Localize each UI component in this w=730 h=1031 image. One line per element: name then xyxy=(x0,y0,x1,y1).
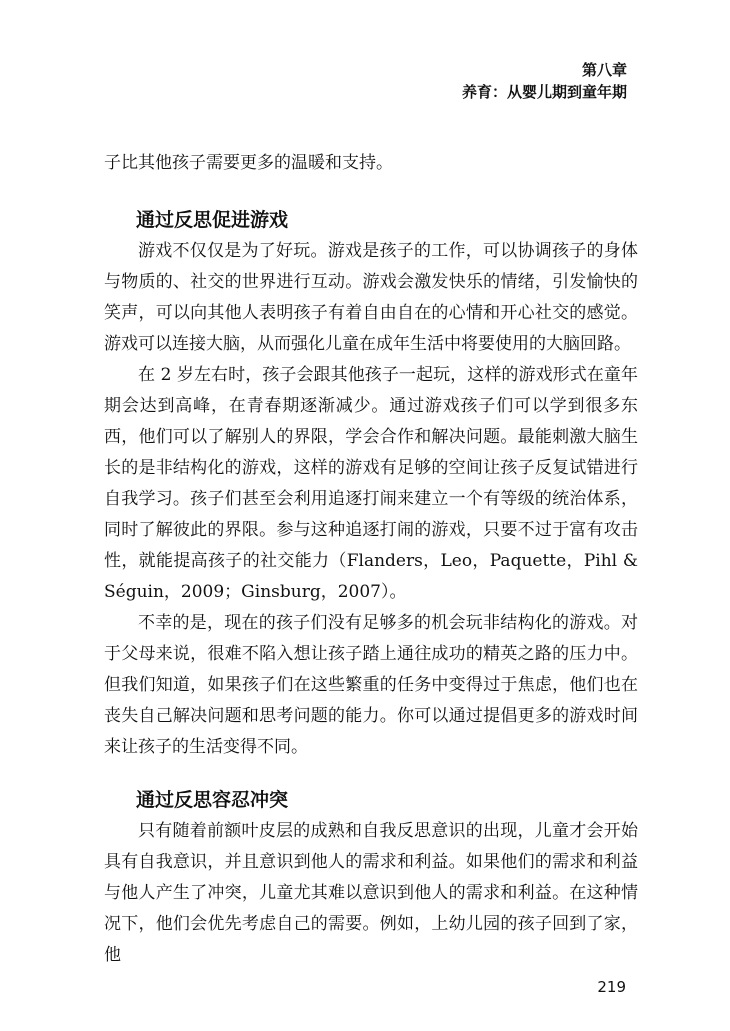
paragraph: 只有随着前额叶皮层的成熟和自我反思意识的出现，儿童才会开始具有自我意识，并且意识到他人的需求和利益。如果他们的需求和利益与他人产生了冲突，儿童尤其难以意识到他人的需求和利益。在这种情况下，他们会优先考虑自己的需要。例如，上幼儿园的孩子回到了家，他 xyxy=(104,821,638,965)
page-number: 219 xyxy=(597,978,626,996)
paragraph: 在 2 岁左右时，孩子会跟其他孩子一起玩，这样的游戏形式在童年期会达到高峰，在青春期逐渐减少。通过游戏孩子们可以学到很多东西，他们可以了解别人的界限，学会合作和解决问题。最能刺激大脑生长的是非结构化的游戏，这样的游戏有足够的空间让孩子反复试错进行自我学习。孩子们甚至会利用追逐打闹来建立一个有等级的统治体系，同时了解彼此的界限。参与这种追逐打闹的游戏，只要不过于富有攻击性，就能提高孩子的社交能力（Flanders，Leo，Paquette，Pihl & Séguin，2009；Ginsburg，2007）。 xyxy=(104,365,638,602)
page-body xyxy=(104,148,638,971)
section-heading-play: 通过反思促进游戏 xyxy=(136,209,289,231)
paragraph: 不幸的是，现在的孩子们没有足够多的机会玩非结构化的游戏。对于父母来说，很难不陷入想让孩子踏上通往成功的精英之路的压力中。但我们知道，如果孩子们在这些繁重的任务中变得过于焦虑，他们也在丧失自己解决问题和思考问题的能力。你可以通过提倡更多的游戏时间来让孩子的生活变得不同。 xyxy=(104,613,638,757)
chapter-subtitle: 养育：从婴儿期到童年期 xyxy=(461,83,627,101)
paragraph: 游戏不仅仅是为了好玩。游戏是孩子的工作，可以协调孩子的身体与物质的、社交的世界进行互动。游戏会激发快乐的情绪，引发愉快的笑声，可以向其他人表明孩子有着自由自在的心情和开心社交的感觉。游戏可以连接大脑，从而强化儿童在成年生活中将要使用的大脑回路。 xyxy=(104,241,638,354)
section-heading-conflict: 通过反思容忍冲突 xyxy=(136,789,289,811)
chapter-label: 第八章 xyxy=(581,61,627,79)
lead-paragraph: 子比其他孩子需要更多的温暖和支持。 xyxy=(104,153,393,173)
running-header xyxy=(462,60,627,102)
